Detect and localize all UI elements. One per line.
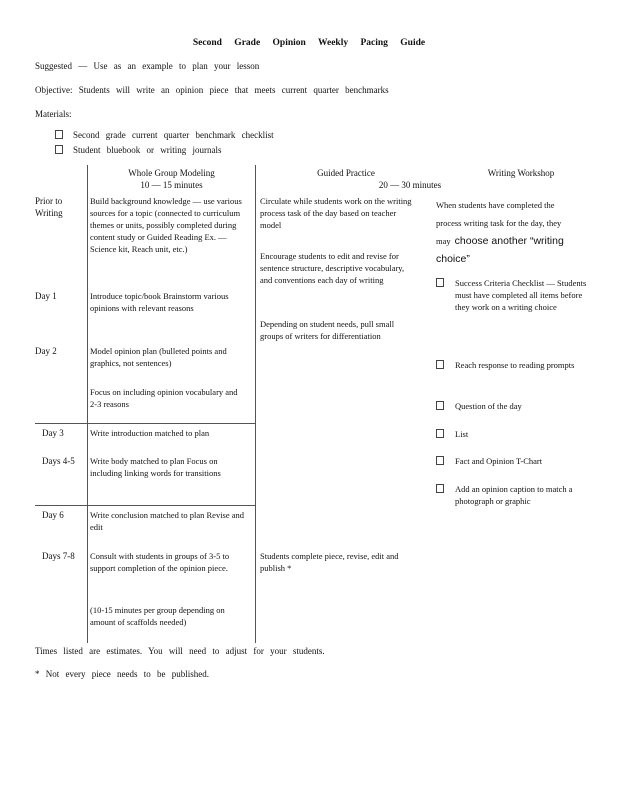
objective-line: Objective: Students will write an opinion piece that meets current quarter benchmarks (35, 85, 389, 95)
row-divider (35, 505, 255, 506)
page-title: Second Grade Opinion Weekly Pacing Guide (192, 38, 426, 48)
row-label: Day 6 (42, 510, 64, 520)
checkbox-icon (436, 428, 448, 440)
column-divider-right (255, 165, 256, 643)
footer-note: * Not every piece needs to be published. (35, 669, 209, 679)
header-guided-practice: Guided Practice (317, 168, 375, 178)
row-label: Day 3 (42, 428, 64, 438)
workshop-intro: When students have completed the process writing task for the day, they may choose another “writing choice” (436, 200, 564, 265)
row-label: Prior to Writing (35, 196, 63, 218)
workshop-item: Fact and Opinion T-Chart (455, 456, 543, 466)
header-writing-workshop: Writing Workshop (487, 168, 555, 178)
workshop-item: Add an opinion caption to match a photograph or graphic (455, 484, 573, 506)
row-label: Days 4-5 (42, 456, 75, 466)
row-content: Write introduction matched to plan (90, 428, 210, 438)
checkbox-icon (436, 359, 448, 371)
checkbox-icon (436, 400, 448, 412)
row-label: Day 2 (35, 346, 57, 356)
row-label: Day 1 (35, 291, 57, 301)
guided-text: Encourage students to edit and revise for sentence structure, descriptive vocabulary, and conventions each day of writing (260, 251, 405, 285)
row-divider (35, 423, 255, 424)
row-content: (10-15 minutes per group depending on amount of scaffolds needed) (90, 605, 225, 627)
checkbox-icon (55, 130, 63, 139)
row-content: Build background knowledge — use various sources for a topic (connected to curriculum themes or units, possibly completed during content study or Guided Reading Ex. — Science kit, Reach unit, etc.) (90, 196, 242, 254)
row-content: Consult with students in groups of 3-5 to support completion of the opinion piece. (90, 551, 230, 573)
row-content: Write conclusion matched to plan Revise and edit (90, 510, 245, 532)
row-label: Days 7-8 (42, 551, 75, 561)
guided-text: Circulate while students work on the writing process task of the day based on teacher model (260, 196, 412, 230)
workshop-item: Reach response to reading prompts (455, 360, 575, 370)
guided-text: Students complete piece, revise, edit and publish * (260, 551, 399, 573)
materials-item: Student bluebook or writing journals (55, 144, 222, 156)
header-guided-time: 20 — 30 minutes (378, 180, 442, 190)
checkbox-icon (436, 483, 448, 495)
column-divider-left (87, 165, 88, 643)
workshop-item: List (455, 429, 469, 439)
row-content: Model opinion plan (bulleted points and graphics, not sentences) (90, 346, 227, 368)
row-content: Introduce topic/book Brainstorm various opinions with relevant reasons (90, 291, 229, 313)
materials-label: Materials: (35, 109, 72, 119)
checkbox-icon (436, 455, 448, 467)
checkbox-icon (55, 145, 63, 154)
suggested-line: Suggested — Use as an example to plan your lesson (35, 61, 260, 71)
checkbox-icon (436, 277, 448, 289)
workshop-item: Question of the day (455, 401, 522, 411)
header-whole-group: Whole Group Modeling 10 — 15 minutes (128, 168, 215, 190)
workshop-item: Success Criteria Checklist — Students must have completed all items before they work on a writing choice (455, 278, 587, 312)
row-content: Focus on including opinion vocabulary and 2-3 reasons (90, 387, 238, 409)
row-content: Write body matched to plan Focus on including linking words for transitions (90, 456, 221, 478)
footer-note: Times listed are estimates. You will need to adjust for your students. (35, 646, 325, 656)
guided-text: Depending on student needs, pull small groups of writers for differentiation (260, 319, 395, 341)
materials-item: Second grade current quarter benchmark checklist (55, 129, 274, 141)
